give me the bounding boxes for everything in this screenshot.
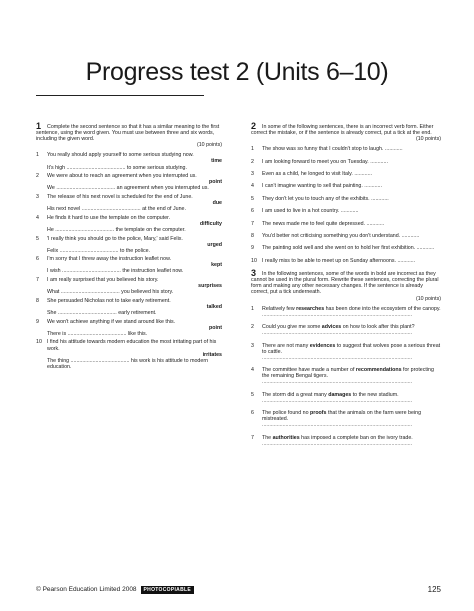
item-number: 2: [251, 158, 254, 165]
exercise-item: [251, 343, 441, 361]
exercise-item: [36, 256, 222, 274]
answer-line: ......................................................................................................: [262, 311, 413, 318]
exercise-item: [251, 367, 441, 385]
section-2-instruction: 2 In some of the following sentences, there is an incorrect verb form. Either correct the mistake, or if the sentence is already correct, put a tick at the end. (10 points): [251, 121, 441, 143]
answer-line: I wish ........................................ the instruction leaflet now.: [47, 268, 184, 275]
section-1-points: (10 points): [196, 142, 222, 149]
item-keyword: due: [212, 200, 222, 207]
answer-line: There is ........................................ like this.: [47, 330, 148, 337]
item-number: 6: [251, 208, 254, 215]
exercise-item: [251, 233, 441, 239]
answer-line: We ........................................ an agreement when you interrupted us.: [47, 185, 209, 192]
page-title: Progress test 2 (Units 6–10): [85, 58, 389, 86]
sentence-start: The police found no: [262, 410, 311, 417]
exercise-item: [251, 258, 441, 264]
exercise-item: [36, 215, 222, 233]
answer-line: ......................................................................................................: [262, 379, 413, 386]
sentence-end: has imposed a complete ban on the ivory trade.: [299, 434, 413, 441]
item-sentence: I can't imagine wanting to sell that painting. ............: [262, 183, 382, 190]
item-keyword: difficulty: [199, 220, 222, 227]
title-underline: [36, 95, 204, 96]
answer-line: He ........................................ the template on the computer.: [47, 226, 186, 233]
bold-word: advices: [321, 324, 342, 331]
section-3-instruction: 3 In the following sentences, some of the words in bold are incorrect as they cannot be used in the plural form. Rewrite these sentences, correcting the plural form and making any other necessary changes. If the sentence is already correct, put a tick underneath. (10 points): [251, 268, 441, 302]
item-number: 6: [251, 410, 254, 417]
item-sentence: You'd better not criticising something you don't understand. ............: [262, 233, 420, 240]
photocopiable-badge: PHOTOCOPIABLE: [141, 586, 194, 594]
answer-line: ......................................................................................................: [262, 397, 413, 404]
page-footer: [36, 585, 441, 594]
sentence-end: for protecting the remaining Bengal tigers.: [262, 367, 434, 380]
item-sentence: She persuaded Nicholas not to take early retirement.: [47, 297, 171, 304]
sentence-start: Relatively few: [262, 305, 297, 312]
item-sentence: [262, 343, 441, 355]
item-number: 2: [36, 173, 39, 180]
item-number: 3: [251, 342, 254, 349]
exercise-item: [36, 194, 222, 212]
item-sentence: We won't achieve anything if we stand around like this.: [47, 318, 176, 325]
exercise-item: [36, 152, 222, 170]
page-number: 125: [427, 585, 441, 594]
item-number: 3: [251, 171, 254, 178]
item-number: 6: [36, 256, 39, 263]
item-number: 4: [251, 183, 254, 190]
sentence-start: The committee have made a number of: [262, 367, 356, 374]
sentence-start: Could you give me some: [262, 324, 322, 331]
item-sentence: I find his attitude towards modern education the most irritating part of his work.: [47, 339, 217, 352]
item-sentence: The show was so funny that I couldn't stop to laugh. ............: [262, 146, 403, 153]
item-sentence: 'I really think you should go to the police, Mary,' said Felix.: [47, 235, 183, 242]
item-keyword: urged: [207, 241, 222, 248]
answer-line: ......................................................................................................: [262, 330, 413, 337]
bold-word: authorities: [272, 434, 300, 441]
item-keyword: point: [209, 324, 222, 331]
item-number: 5: [251, 195, 254, 202]
bold-word: proofs: [310, 410, 327, 417]
item-number: 1: [251, 146, 254, 153]
copyright-text: © Pearson Education Limited 2008: [36, 586, 137, 593]
exercise-item: [251, 159, 441, 165]
exercise-item: [36, 173, 222, 191]
item-keyword: point: [209, 179, 222, 186]
item-sentence: I am really surprised that you believed his story.: [47, 277, 159, 284]
section-1-instruction: 1 Complete the second sentence so that it has a similar meaning to the first sentence, using the word given. You must use between three and six words, including the given word. (10 points): [36, 121, 222, 149]
item-sentence: Even as a child, he longed to visit Italy. ............: [262, 171, 373, 178]
answer-line: His next novel ........................................ at the end of June.: [47, 206, 186, 213]
section-1-items: [36, 152, 222, 370]
exercise-item: [251, 221, 441, 227]
item-number: 5: [251, 391, 254, 398]
exercise-item: [251, 245, 441, 251]
section-1-number: 1: [36, 121, 42, 131]
item-sentence: I really miss to be able to meet up on Sunday afternoons. ............: [262, 257, 416, 264]
item-number: 7: [251, 220, 254, 227]
item-sentence: The news made me to feel quite depressed. ............: [262, 220, 385, 227]
item-number: 9: [36, 318, 39, 325]
item-number: 1: [251, 305, 254, 312]
exercise-item: [251, 146, 441, 152]
section-3-items: [251, 306, 441, 447]
sentence-end: has been done into the ecosystem of the canopy.: [324, 305, 441, 312]
item-sentence: [262, 306, 441, 312]
item-number: 5: [36, 235, 39, 242]
answer-line: It's high ........................................ to some serious studying.: [47, 164, 187, 171]
exercise-item: [36, 319, 222, 337]
item-sentence: The painting sold well and she went on to hold her first exhibition. ............: [262, 245, 435, 252]
item-number: 7: [251, 434, 254, 441]
item-number: 2: [251, 324, 254, 331]
item-keyword: time: [211, 158, 222, 165]
sentence-start: The: [262, 434, 273, 441]
exercise-item: [251, 171, 441, 177]
exercise-item: [36, 339, 222, 369]
section-3-number: 3: [251, 268, 257, 279]
item-sentence: I am looking forward to meet you on Tuesday. ............: [262, 158, 388, 165]
item-sentence: [262, 367, 441, 379]
bold-word: researches: [296, 305, 325, 312]
answer-line: ......................................................................................................: [262, 440, 413, 447]
sentence-end: to suggest that wolves pose a serious threat to cattle.: [262, 342, 441, 355]
bold-word: recommendations: [355, 367, 402, 374]
item-number: 9: [251, 245, 254, 252]
exercise-item: [36, 298, 222, 316]
exercise-item: [251, 410, 441, 428]
exercise-item: [251, 392, 441, 404]
exercise-item: [251, 183, 441, 189]
item-number: 8: [251, 233, 254, 240]
answer-line: What ........................................ you believed his story.: [47, 289, 174, 296]
exercise-item: [36, 236, 222, 254]
section-1: [36, 123, 222, 372]
section-2-3: [251, 123, 441, 453]
item-sentence: They don't let you to touch any of the exhibits. ............: [262, 195, 389, 202]
answer-line: ......................................................................................................: [262, 354, 413, 361]
item-number: 10: [36, 339, 42, 346]
exercise-item: [251, 196, 441, 202]
section-2-items: [251, 146, 441, 264]
item-number: 8: [36, 297, 39, 304]
item-keyword: kept: [211, 262, 222, 269]
item-sentence: We were about to reach an agreement when you interrupted us.: [47, 173, 197, 180]
item-sentence: The release of his next novel is scheduled for the end of June.: [47, 193, 193, 200]
item-number: 3: [36, 193, 39, 200]
exercise-item: [251, 324, 441, 336]
answer-line: She ........................................ early retirement.: [47, 310, 157, 317]
item-keyword: irritates: [202, 351, 222, 358]
exercise-item: [251, 208, 441, 214]
item-number: 1: [36, 152, 39, 159]
sentence-start: The storm did a great many: [262, 391, 329, 398]
item-sentence: I'm sorry that I threw away the instruction leaflet now.: [47, 256, 172, 263]
item-sentence: He finds it hard to use the template on the computer.: [47, 214, 171, 221]
item-sentence: [262, 410, 441, 422]
section-2-number: 2: [251, 121, 257, 131]
exercise-item: [251, 435, 441, 447]
bold-word: evidences: [309, 342, 336, 349]
item-number: 7: [36, 277, 39, 284]
answer-line: The thing ........................................ his work is his attitude to modern education.: [47, 357, 209, 370]
exercise-item: [36, 277, 222, 295]
bold-word: damages: [328, 391, 352, 398]
exercise-item: [251, 306, 441, 318]
sentence-end: on how to look after this plant?: [341, 324, 415, 331]
item-number: 4: [36, 214, 39, 221]
sentence-start: There are not many: [262, 342, 310, 349]
item-number: 10: [251, 257, 257, 264]
sentence-end: that the animals on the farm were being mistreated.: [262, 410, 422, 423]
section-3-points: (10 points): [415, 295, 441, 302]
sentence-end: to the new stadium.: [351, 391, 399, 398]
item-keyword: surprises: [198, 283, 222, 290]
section-2-points: (10 points): [415, 136, 441, 143]
answer-line: Felix ........................................ to the police.: [47, 247, 151, 254]
answer-line: ......................................................................................................: [262, 422, 413, 429]
item-sentence: I am used to live in a hot country. ............: [262, 208, 359, 215]
item-sentence: You really should apply yourself to some serious studying now.: [47, 152, 194, 159]
item-number: 4: [251, 367, 254, 374]
item-keyword: talked: [206, 303, 222, 310]
